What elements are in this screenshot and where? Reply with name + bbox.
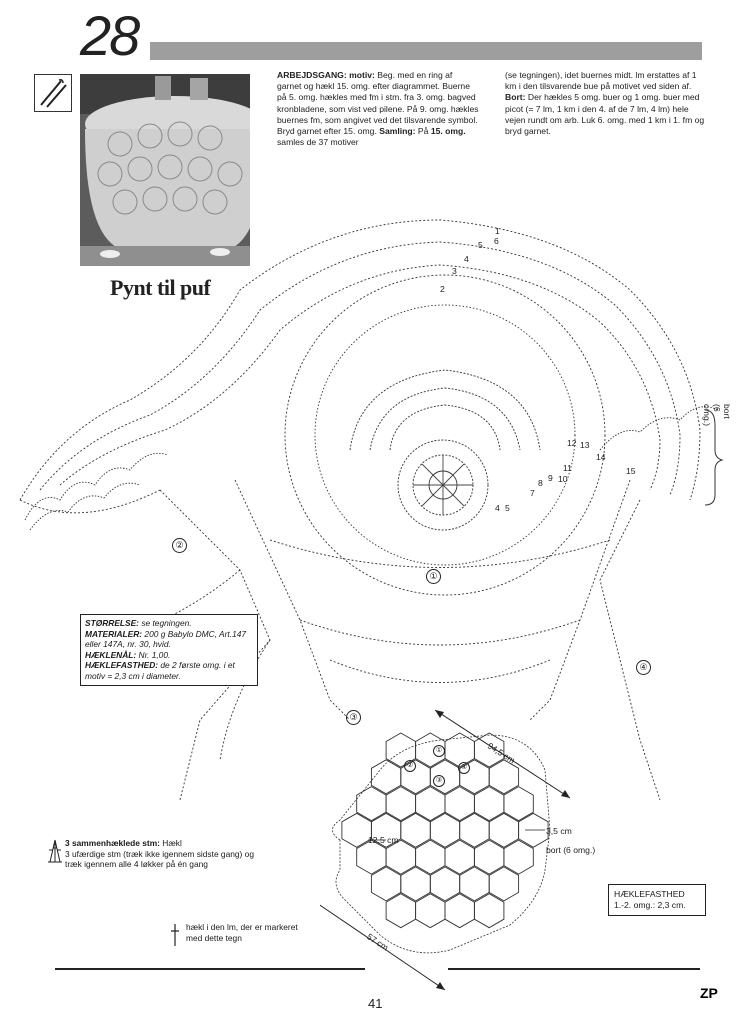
round-label-15: 15 [626,466,636,476]
pattern-number: 28 [80,4,139,67]
round-label-5: 5 [478,240,483,250]
round-label-14: 14 [596,452,606,462]
border-bracket-label: bort (6 omg.) [702,404,732,426]
page-number: 41 [368,996,383,1011]
work-label: ARBEJDSGANG: motiv: [277,70,375,80]
round-label-6: 6 [494,236,499,246]
hexmap-motif-3: ③ [433,775,445,787]
round-label-9: 9 [548,473,553,483]
assembly-text-pre: På [417,126,429,137]
round-label-5b: 5 [505,503,510,513]
assembly-label: Samling: [379,126,416,137]
instructions-right [505,70,705,137]
right-text-1: (se tegningen), idet buernes midt. lm erstattes af 1 km i den tilsvarende bue på motivet ved siden af. [505,70,697,92]
materials-box [80,614,258,686]
border-text: Der hækles 5 omg. buer og 1 omg. buer med picot (= 7 lm, 1 km i den 4. af de 7 lm, 4 lm) hele vejen rundt om arb. Luk 6. omg. med 1 km i 1. fm og bryd garnet. [505,92,705,137]
round-label-2: 2 [440,284,445,294]
round-label-13: 13 [580,440,590,450]
hook-label: HÆKLENÅL: [85,649,137,660]
hexmap-motif-4: ④ [458,762,470,774]
hexmap-motif-2: ② [404,760,416,772]
footer-rule-right [448,968,700,970]
triple-stitch-symbol-icon [48,838,62,869]
materials-label: MATERIALER: [85,628,143,639]
title-bar [150,42,702,60]
crochet-hook-icon [34,74,72,112]
hexmap-dim-bottom: 57 cm [365,931,391,953]
size-value: se tegningen. [141,618,192,628]
size-label: STØRRELSE: [85,618,139,628]
instructions-left [277,70,479,148]
product-title: Pynt til puf [110,275,211,300]
legend-stm-title: 3 sammenhæklede stm: [65,838,160,848]
round-label-3: 3 [452,266,457,276]
border-label: Bort: [505,92,526,103]
motif-label-4: ④ [636,660,651,675]
legend-stm-title-rest: Hækl [162,838,182,848]
hexmap-motif-1: ① [433,745,445,757]
watermark: ZP [700,985,718,1001]
materials-value: 200 g Babylo DMC, Art.147 eller 147A, nr. 30, hvid. [85,628,247,650]
footer-rule-left [55,968,365,970]
gauge-value: de 2 første omg. i et motiv = 2,3 cm i diameter. [85,660,235,681]
round-label-4: 4 [464,254,469,264]
gauge-box [608,884,706,916]
gauge-box-title: HÆKLEFASTHED [614,889,685,899]
round-label-12: 12 [567,438,577,448]
round-label-1: 1 [495,226,500,236]
legend-stm-text: 3 ufærdige stm (træk ikke igennem sidste gang) og træk igennem alle 4 løkker på én gang [65,848,254,869]
motif-label-3: ③ [346,710,361,725]
round-label-10: 10 [558,474,568,484]
round-label-8: 8 [538,478,543,488]
hexmap-dim-side: 3,5 cm [546,826,572,836]
assembly-bold: 15. omg. [430,126,466,137]
legend-triple-stitch [65,838,265,870]
round-label-11: 11 [563,463,572,473]
legend-mark-text: hækl i den lm, der er markeret med dette tegn [186,922,298,943]
hexagon-assembly-map [320,710,620,1010]
round-label-4b: 4 [495,503,500,513]
gauge-box-value: 1.-2. omg.: 2,3 cm. [614,900,686,910]
hexmap-dim-inner: 12,5 cm [368,835,399,845]
work-text: Beg. med en ring af garnet og hækl 15. omg. efter diagrammet. Buerne på 5. omg. hækles med fm i stm. fra 3. omg. bagved kronbladene, som vist ved pilene. På 9. omg. hækles buernes fm, som angivet ved det tilsvarende symbol. Bryd garnet efter 15. omg. [277,70,479,137]
dagger-mark-icon [168,922,182,953]
assembly-text-post: samles de 37 motiver [277,137,359,148]
round-label-7: 7 [530,488,535,498]
hexmap-border: bort (6 omg.) [546,845,596,855]
gauge-label: HÆKLEFASTHED: [85,660,159,671]
motif-label-1: ① [426,569,441,584]
motif-label-2: ② [172,538,187,553]
hook-value: Nr. 1,00. [138,649,171,660]
hexmap-dim-top: 94,5 cm [485,740,517,766]
